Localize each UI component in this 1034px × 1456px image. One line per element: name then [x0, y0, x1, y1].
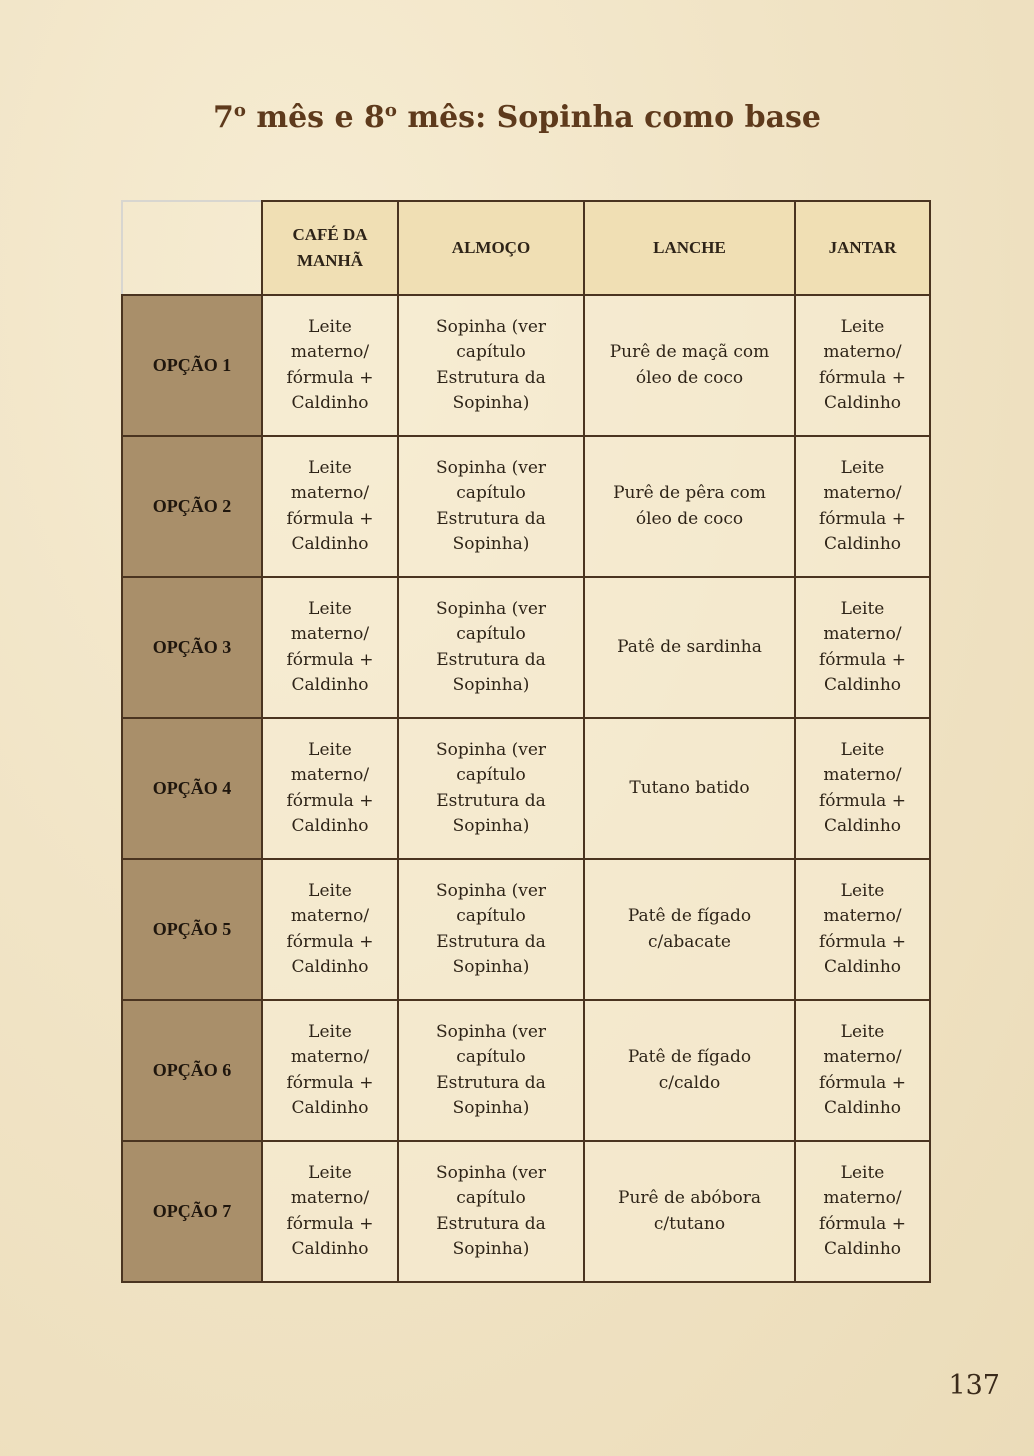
row-label: OPÇÃO 5: [122, 859, 262, 1000]
table-row: [122, 859, 930, 1000]
cell-cafe: Leite materno/ fórmula + Caldinho: [262, 436, 398, 577]
page-number: 137: [948, 1370, 1000, 1401]
meal-plan-table: [121, 200, 931, 1283]
cell-almoco: Sopinha (ver capítulo Estrutura da Sopinha): [398, 1000, 584, 1141]
column-header-jantar: JANTAR: [795, 201, 930, 295]
cell-jantar: Leite materno/ fórmula + Caldinho: [795, 295, 930, 436]
cell-almoco: Sopinha (ver capítulo Estrutura da Sopinha): [398, 1141, 584, 1282]
cell-cafe: Leite materno/ fórmula + Caldinho: [262, 295, 398, 436]
table-row: [122, 1141, 930, 1282]
table-corner-cell: [122, 201, 262, 295]
cell-lanche: Patê de fígado c/abacate: [584, 859, 795, 1000]
cell-cafe: Leite materno/ fórmula + Caldinho: [262, 1000, 398, 1141]
table-row: [122, 436, 930, 577]
cell-almoco: Sopinha (ver capítulo Estrutura da Sopinha): [398, 859, 584, 1000]
cell-cafe: Leite materno/ fórmula + Caldinho: [262, 577, 398, 718]
cell-almoco: Sopinha (ver capítulo Estrutura da Sopinha): [398, 577, 584, 718]
cell-lanche: Patê de fígado c/caldo: [584, 1000, 795, 1141]
column-header-almoco: ALMOÇO: [398, 201, 584, 295]
cell-almoco: Sopinha (ver capítulo Estrutura da Sopinha): [398, 436, 584, 577]
cell-jantar: Leite materno/ fórmula + Caldinho: [795, 718, 930, 859]
column-header-cafe: CAFÉ DA MANHÃ: [262, 201, 398, 295]
table-row: [122, 718, 930, 859]
row-label: OPÇÃO 7: [122, 1141, 262, 1282]
cell-jantar: Leite materno/ fórmula + Caldinho: [795, 436, 930, 577]
cell-cafe: Leite materno/ fórmula + Caldinho: [262, 859, 398, 1000]
column-header-lanche: LANCHE: [584, 201, 795, 295]
table-row: [122, 1000, 930, 1141]
table-row: [122, 295, 930, 436]
cell-jantar: Leite materno/ fórmula + Caldinho: [795, 1000, 930, 1141]
cell-almoco: Sopinha (ver capítulo Estrutura da Sopinha): [398, 718, 584, 859]
cell-almoco: Sopinha (ver capítulo Estrutura da Sopinha): [398, 295, 584, 436]
cell-lanche: Purê de maçã com óleo de coco: [584, 295, 795, 436]
cell-jantar: Leite materno/ fórmula + Caldinho: [795, 1141, 930, 1282]
table-header-row: [122, 201, 930, 295]
cell-lanche: Purê de pêra com óleo de coco: [584, 436, 795, 577]
cell-lanche: Tutano batido: [584, 718, 795, 859]
row-label: OPÇÃO 2: [122, 436, 262, 577]
table-row: [122, 577, 930, 718]
cell-lanche: Patê de sardinha: [584, 577, 795, 718]
cell-jantar: Leite materno/ fórmula + Caldinho: [795, 577, 930, 718]
cell-lanche: Purê de abóbora c/tutano: [584, 1141, 795, 1282]
cell-jantar: Leite materno/ fórmula + Caldinho: [795, 859, 930, 1000]
cell-cafe: Leite materno/ fórmula + Caldinho: [262, 718, 398, 859]
row-label: OPÇÃO 6: [122, 1000, 262, 1141]
page-title: 7$^o$ mês e 8$^o$ mês: Sopinha como base: [212, 100, 822, 135]
row-label: OPÇÃO 1: [122, 295, 262, 436]
row-label: OPÇÃO 3: [122, 577, 262, 718]
cell-cafe: Leite materno/ fórmula + Caldinho: [262, 1141, 398, 1282]
row-label: OPÇÃO 4: [122, 718, 262, 859]
